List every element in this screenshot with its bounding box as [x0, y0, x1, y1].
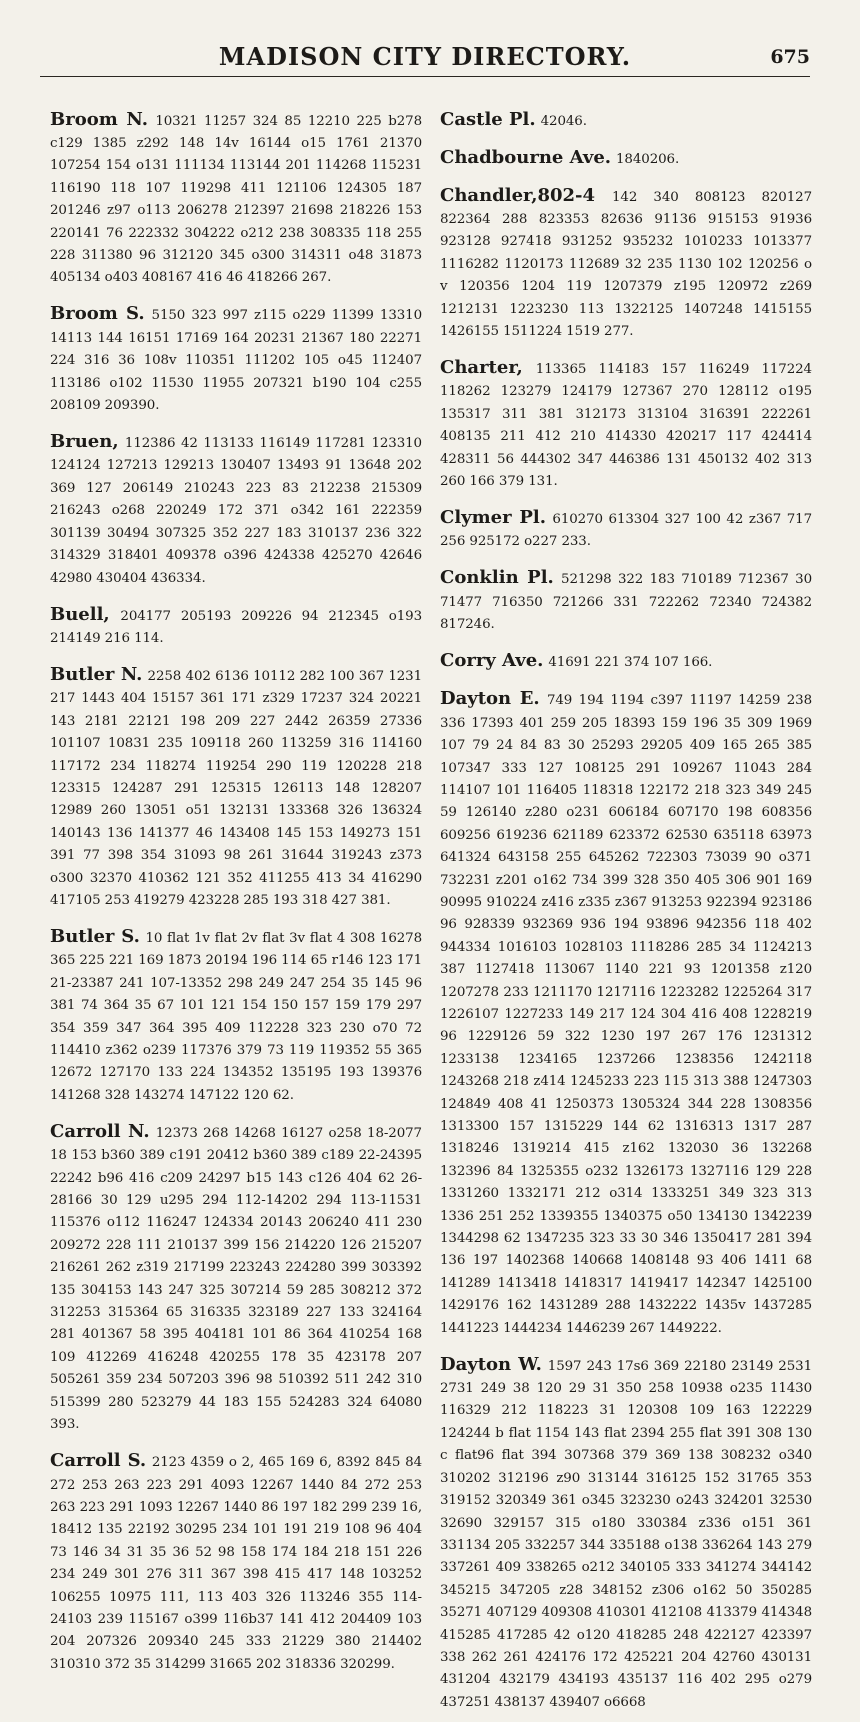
- house-numbers: 41691 221 374 107 166.: [548, 655, 713, 671]
- street-name: Buell,: [50, 603, 110, 625]
- street-entry: [440, 110, 812, 132]
- house-numbers: 2258 402 6136 10112 282 100 367 1231 217 1443 404 15157 361 171 z329 17237 324 20221 143 2181 22121 198 209 227 2442 26359 27336 101107 10831 235 109118 260 113259 316 114160 117172 234 118274 119254 290 119 120228 218 123315 124287 291 125315 126113 148 128207 12989 260 13051 o51 132131 133368 326 136324 140143 136 141377 46 143408 145 153 149273 151 391 77 398 354 31093 98 261 31644 319243 z373 o300 32370 410362 121 352 411255 413 34 416290 417105 253 419279 423228 285 193 318 427 381.: [50, 668, 423, 908]
- house-numbers: 42046.: [540, 113, 587, 129]
- street-name: Corry Ave.: [440, 650, 544, 672]
- page-number: 675: [770, 46, 810, 68]
- house-numbers: 142 340 808123 820127 822364 288 823353 82636 91136 915153 91936 923128 927418 931252 935232 1010233 1013377 1116282 1120173 112689 32 235 1130 102 120256 o v 120356 1204 119 1207379 z195 120972 z269 1212131 1223230 113 1322125 1407248 1415155 1426155 1511224 1519 277.: [440, 189, 812, 340]
- street-name: Carroll N.: [50, 1120, 150, 1142]
- street-name: Chadbourne Ave.: [440, 146, 612, 168]
- house-numbers: 10321 11257 324 85 12210 225 b278 c129 1385 z292 148 14v 16144 o15 1761 21370 107254 154 o131 111134 113144 201 114268 115231 116190 118 107 119298 411 121106 124305 187 201246 z97 o113 206278 212397 21698 218226 153 220141 76 222332 304222 o212 238 308335 118 255 228 311380 96 312120 345 o300 314311 o48 31873 405134 o403 408167 416 46 418266 267.: [50, 113, 422, 286]
- street-entry: [440, 148, 812, 170]
- house-numbers: 10 flat 1v flat 2v flat 3v flat 4 308 16278 365 225 221 169 1873 20194 196 114 65 r146 123 171 21-23387 241 107-13352 298 249 247 254 35 145 96 381 74 364 35 67 101 121 154 150 157 159 179 297 354 359 347 364 395 409 112228 323 230 o70 72 114410 z362 o239 117376 379 73 119 119352 55 365 12672 127170 133 224 134352 135195 193 139376 141268 328 143274 147122 120 62.: [50, 930, 422, 1103]
- street-name: Chandler,802-4: [440, 184, 596, 206]
- house-numbers: 112386 42 113133 116149 117281 123310 124124 127213 129213 130407 13493 91 13648 202 369 127 206149 210243 223 83 212238 215309 216243 o268 220249 172 371 o342 161 222359 301139 30494 307325 352 227 183 310137 236 322 314329 318401 409378 o396 424338 425270 42646 42980 430404 436334.: [50, 436, 422, 586]
- street-entry: [440, 568, 812, 635]
- street-entry: [50, 1451, 422, 1675]
- street-entry: [440, 689, 812, 1339]
- street-name: Broom S.: [50, 303, 145, 325]
- street-name: Clymer Pl.: [440, 507, 546, 529]
- street-name: Dayton E.: [440, 688, 540, 710]
- page-title: MADISON CITY DIRECTORY.: [218, 42, 632, 71]
- street-entry: [440, 186, 812, 343]
- street-name: Charter,: [440, 357, 523, 379]
- house-numbers: 521298 322 183 710189 712367 30 71477 716350 721266 331 722262 72340 724382 817246.: [440, 572, 812, 633]
- street-name: Butler S.: [50, 925, 140, 947]
- street-name: Butler N.: [50, 663, 143, 685]
- street-entry: [50, 665, 422, 911]
- street-name: Broom N.: [50, 108, 148, 130]
- house-numbers: 204177 205193 209226 94 212345 o193 214149 216 114.: [50, 608, 422, 646]
- street-name: Bruen,: [50, 431, 119, 453]
- street-entry: [50, 432, 422, 589]
- street-name: Conklin Pl.: [440, 567, 554, 589]
- house-numbers: 12373 268 14268 16127 o258 18-2077 18 153 b360 389 c191 20412 b360 389 c189 22-24395 22242 b96 416 c209 24297 b15 143 c126 404 62 26-28166 30 129 u295 294 112-14202 294 113-11531 115376 o112 116247 124334 20143 206240 411 230 209272 228 111 210137 399 156 214220 126 215207 216261 262 z319 217199 223243 224280 399 303392 135 304153 143 247 325 307214 59 285 308212 372 312253 315364 65 316335 323189 227 133 324164 281 401367 58 395 404181 101 86 364 410254 168 109 412269 416248 420255 178 35 423178 207 505261 359 234 507203 396 98 510392 511 242 310 515399 280 523279 44 183 155 524283 324 64080 393.: [50, 1125, 422, 1433]
- street-entry: [50, 605, 422, 650]
- street-entry: [440, 358, 812, 492]
- house-numbers: 2123 4359 o 2, 465 169 6, 8392 845 84 272 253 263 223 291 4093 12267 1440 84 272 253 263 223 291 1093 12267 1440 86 197 182 299 239 16, 18412 135 22192 30295 234 101 191 219 108 96 404 73 146 34 31 35 36 52 98 158 174 184 218 151 226 234 249 301 276 311 367 398 415 417 148 103252 106255 10975 111, 113 403 326 113246 355 114-24103 239 115167 o399 116b37 141 412 204409 103 204 207326 209340 245 333 21229 380 214402 310310 372 35 314299 31665 202 318336 320299.: [50, 1455, 422, 1672]
- street-entry: [50, 304, 422, 416]
- street-name: Carroll S.: [50, 1450, 147, 1472]
- house-numbers: 113365 114183 157 116249 117224 118262 123279 124179 127367 270 128112 o195 135317 311 381 312173 313104 316391 222261 408135 211 412 210 414330 420217 117 424414 428311 56 444302 347 446386 131 450132 402 313 260 166 379 131.: [440, 362, 812, 490]
- street-name: Castle Pl.: [440, 108, 536, 130]
- street-entry: [440, 651, 812, 673]
- house-numbers: 5150 323 997 z115 o229 11399 13310 14113 144 16151 17169 164 20231 21367 180 22271 224 316 36 108v 110351 111202 105 o45 112407 113186 o102 11530 11955 207321 b190 104 c255 208109 209390.: [50, 308, 423, 414]
- house-numbers: 749 194 1194 c397 11197 14259 238 336 17393 401 259 205 18393 159 196 35 309 1969 107 79 24 84 83 30 25293 29205 409 165 265 385 107347 333 127 108125 291 109267 11043 284 114107 101 116405 118318 122172 218 323 349 245 59 126140 z280 o231 606184 607170 198 608356 609256 619236 621189 623372 62530 635118 63973 641324 643158 255 645262 722303 73039 90 o371 732231 z201 o162 734 399 328 350 405 306 901 169 90995 910224 z416 z335 z367 913253 922394 923186 96 928339 932369 936 194 93896 942356 118 402 944334 1016103 1028103 1118286 285 34 1124213 387 1127418 113067 1140 221 93 1201358 z120 1207278 233 1211170 1217116 1223282 1225264 317 1226107 1227233 149 217 124 304 416 408 1228219 96 1229126 59 322 1230 197 267 176 1231312 1233138 1234165 1237266 1238356 1242118 1243268 218 z414 1245233 223 115 313 388 1247303 124849 408 41 1250373 1305324 344 228 1308356 1313300 157 1315229 144 62 1316313 1317 287 1318246 1319214 415 z162 132030 36 132268 132396 84 1325355 o232 1326173 1327116 129 228 1331260 1332171 212 o314 1333251 349 323 313 1336 251 252 1339355 1340375 o50 134130 1342239 1344298 62 1347235 323 33 30 346 1350417 281 394 136 197 1402368 140668 1408148 93 406 1411 68 141289 1413418 1418317 1419417 142347 1425100 1429176 162 1431289 288 1432222 1435v 1437285 1441223 1444234 1446239 267 1449222.: [440, 693, 812, 1336]
- street-entry: [50, 927, 422, 1106]
- house-numbers: 1840206.: [616, 151, 680, 167]
- house-numbers: 610270 613304 327 100 42 z367 717 256 925172 o227 233.: [440, 512, 812, 550]
- page-header: [40, 40, 810, 77]
- house-numbers: 1597 243 17s6 369 22180 23149 2531 2731 249 38 120 29 31 350 258 10938 o235 11430 116329 212 118223 31 120308 109 163 122229 124244 b flat 1154 143 flat 2394 255 flat 391 308 130 c flat96 flat 394 307368 379 369 138 308232 o340 310202 312196 z90 313144 316125 152 31765 353 319152 320349 361 o345 323230 o243 324201 32530 32690 329157 315 o180 330384 z336 o151 361 331134 205 332257 344 335188 o138 336264 143 279 337261 409 338265 o212 340105 333 341274 344142 345215 347205 z28 348152 z306 o162 50 350285 35271 407129 409308 410301 412108 413379 414348 415285 417285 42 o120 418285 248 422127 423397 338 262 261 424176 172 425221 204 42760 430131 431204 432179 434193 435137 116 402 295 o279 437251 438137 439407 o6668: [440, 1358, 812, 1710]
- street-entry: [50, 110, 422, 289]
- street-entry: [50, 1122, 422, 1436]
- right-column: [440, 94, 812, 1722]
- left-column: [50, 94, 422, 1684]
- street-entry: [440, 508, 812, 553]
- street-entry: [440, 1355, 812, 1714]
- street-name: Dayton W.: [440, 1353, 542, 1375]
